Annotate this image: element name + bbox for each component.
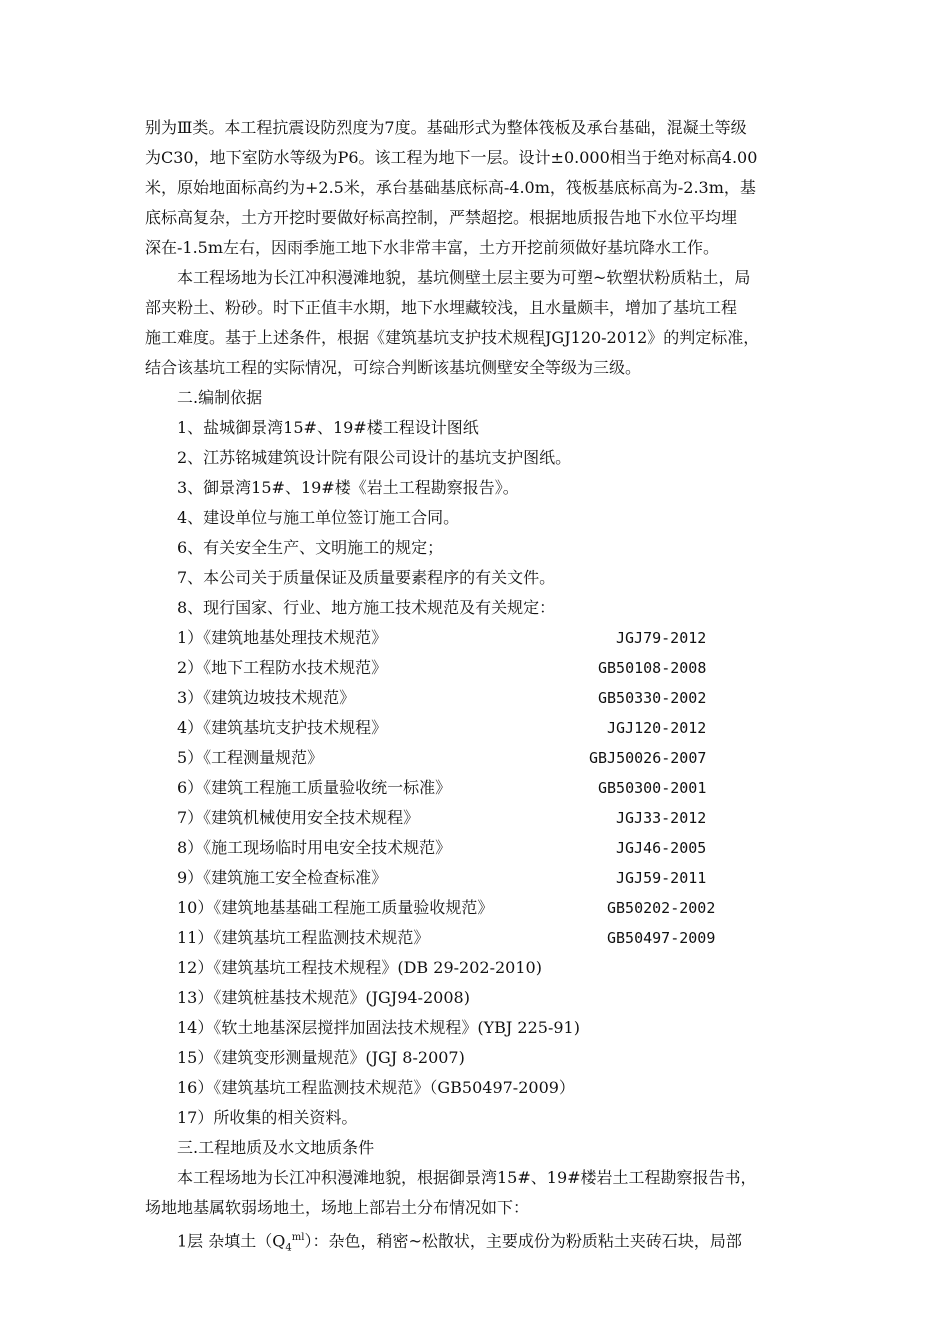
layer1-suffix: ）：杂色，稍密~松散状，主要成份为粉质粘土夹砖石块，局部 <box>304 1231 742 1251</box>
para1-line: 米，原始地面标高约为+2.5米，承台基础基底标高-4.0m，筏板基底标高为-2.3m，基 <box>145 178 756 197</box>
para3-line: 本工程场地为长江冲积漫滩地貌，根据御景湾15#、19#楼岩土工程勘察报告书， <box>177 1168 757 1187</box>
standard-code: JGJ33-2012 <box>616 809 707 827</box>
standard-inline: 12）《建筑基坑工程技术规程》(DB 29-202-2010) <box>177 958 542 977</box>
standard-code: GB50497-2009 <box>607 929 716 947</box>
standard-title: 11）《建筑基坑工程监测技术规范》 <box>177 928 430 947</box>
layer1-sup: ml <box>291 1232 305 1243</box>
standard-title: 2）《地下工程防水技术规范》 <box>177 658 388 677</box>
basis-item: 7、本公司关于质量保证及质量要素程序的有关文件。 <box>177 568 556 587</box>
standard-code: GB50330-2002 <box>598 689 707 707</box>
standard-title: 10）《建筑地基基础工程施工质量验收规范》 <box>177 898 494 917</box>
layer1-line <box>177 1227 742 1260</box>
para3-line: 场地地基属软弱场地土，场地上部岩土分布情况如下： <box>145 1198 530 1217</box>
standard-title: 7）《建筑机械使用安全技术规程》 <box>177 808 420 827</box>
standard-code: JGJ79-2012 <box>616 629 707 647</box>
standard-title: 4）《建筑基坑支护技术规程》 <box>177 718 388 737</box>
para1-line: 深在-1.5m左右，因雨季施工地下水非常丰富，土方开挖前须做好基坑降水工作。 <box>145 238 720 257</box>
para1-line: 别为Ⅲ类。本工程抗震设防烈度为7度。基础形式为整体筏板及承台基础，混凝土等级 <box>145 118 747 137</box>
standard-inline: 15）《建筑变形测量规范》(JGJ 8-2007) <box>177 1048 465 1067</box>
basis-item: 6、有关安全生产、文明施工的规定； <box>177 538 444 557</box>
standard-inline: 16）《建筑基坑工程监测技术规范》（GB50497-2009） <box>177 1078 575 1097</box>
layer1-sub: 4 <box>285 1242 292 1254</box>
standard-code: JGJ46-2005 <box>616 839 707 857</box>
para2-line: 部夹粉土、粉砂。时下正值丰水期，地下水埋藏较浅，且水量颇丰，增加了基坑工程 <box>145 298 738 317</box>
para1-line: 为C30，地下室防水等级为P6。该工程为地下一层。设计±0.000相当于绝对标高4.00 <box>145 148 758 167</box>
basis-item: 3、御景湾15#、19#楼《岩土工程勘察报告》。 <box>177 478 519 497</box>
standard-code: JGJ120-2012 <box>607 719 707 737</box>
standard-code: JGJ59-2011 <box>616 869 707 887</box>
basis-item: 8、现行国家、行业、地方施工技术规范及有关规定： <box>177 598 556 617</box>
para2-line: 结合该基坑工程的实际情况，可综合判断该基坑侧壁安全等级为三级。 <box>145 358 642 377</box>
standard-title: 9）《建筑施工安全检查标准》 <box>177 868 388 887</box>
standard-title: 8）《施工现场临时用电安全技术规范》 <box>177 838 452 857</box>
section-heading: 三.工程地质及水文地质条件 <box>177 1138 375 1157</box>
basis-item: 2、江苏铭城建筑设计院有限公司设计的基坑支护图纸。 <box>177 448 572 467</box>
standard-code: GB50202-2002 <box>607 899 716 917</box>
standard-title: 1）《建筑地基处理技术规范》 <box>177 628 388 647</box>
basis-item: 4、建设单位与施工单位签订施工合同。 <box>177 508 460 527</box>
para2-line: 本工程场地为长江冲积漫滩地貌，基坑侧壁土层主要为可塑~软塑状粉质粘土，局 <box>177 268 751 287</box>
standard-code: GB50300-2001 <box>598 779 707 797</box>
standard-title: 5）《工程测量规范》 <box>177 748 324 767</box>
standard-code: GBJ50026-2007 <box>589 749 707 767</box>
standard-inline: 13）《建筑桩基技术规范》(JGJ94-2008) <box>177 988 470 1007</box>
para1-line: 底标高复杂，土方开挖时要做好标高控制，严禁超挖。根据地质报告地下水位平均埋 <box>145 208 738 227</box>
layer1-prefix: 1层 杂填土（Q <box>177 1231 286 1251</box>
standard-title: 3）《建筑边坡技术规范》 <box>177 688 356 707</box>
standard-title: 6）《建筑工程施工质量验收统一标准》 <box>177 778 452 797</box>
standard-inline: 17）所收集的相关资料。 <box>177 1108 358 1127</box>
para2-line: 施工难度。基于上述条件，根据《建筑基坑支护技术规程JGJ120-2012》的判定标准， <box>145 328 760 347</box>
standard-inline: 14）《软土地基深层搅拌加固法技术规程》(YBJ 225-91) <box>177 1018 580 1037</box>
basis-item: 1、盐城御景湾15#、19#楼工程设计图纸 <box>177 418 479 437</box>
section-heading: 二.编制依据 <box>177 388 263 407</box>
standard-code: GB50108-2008 <box>598 659 707 677</box>
